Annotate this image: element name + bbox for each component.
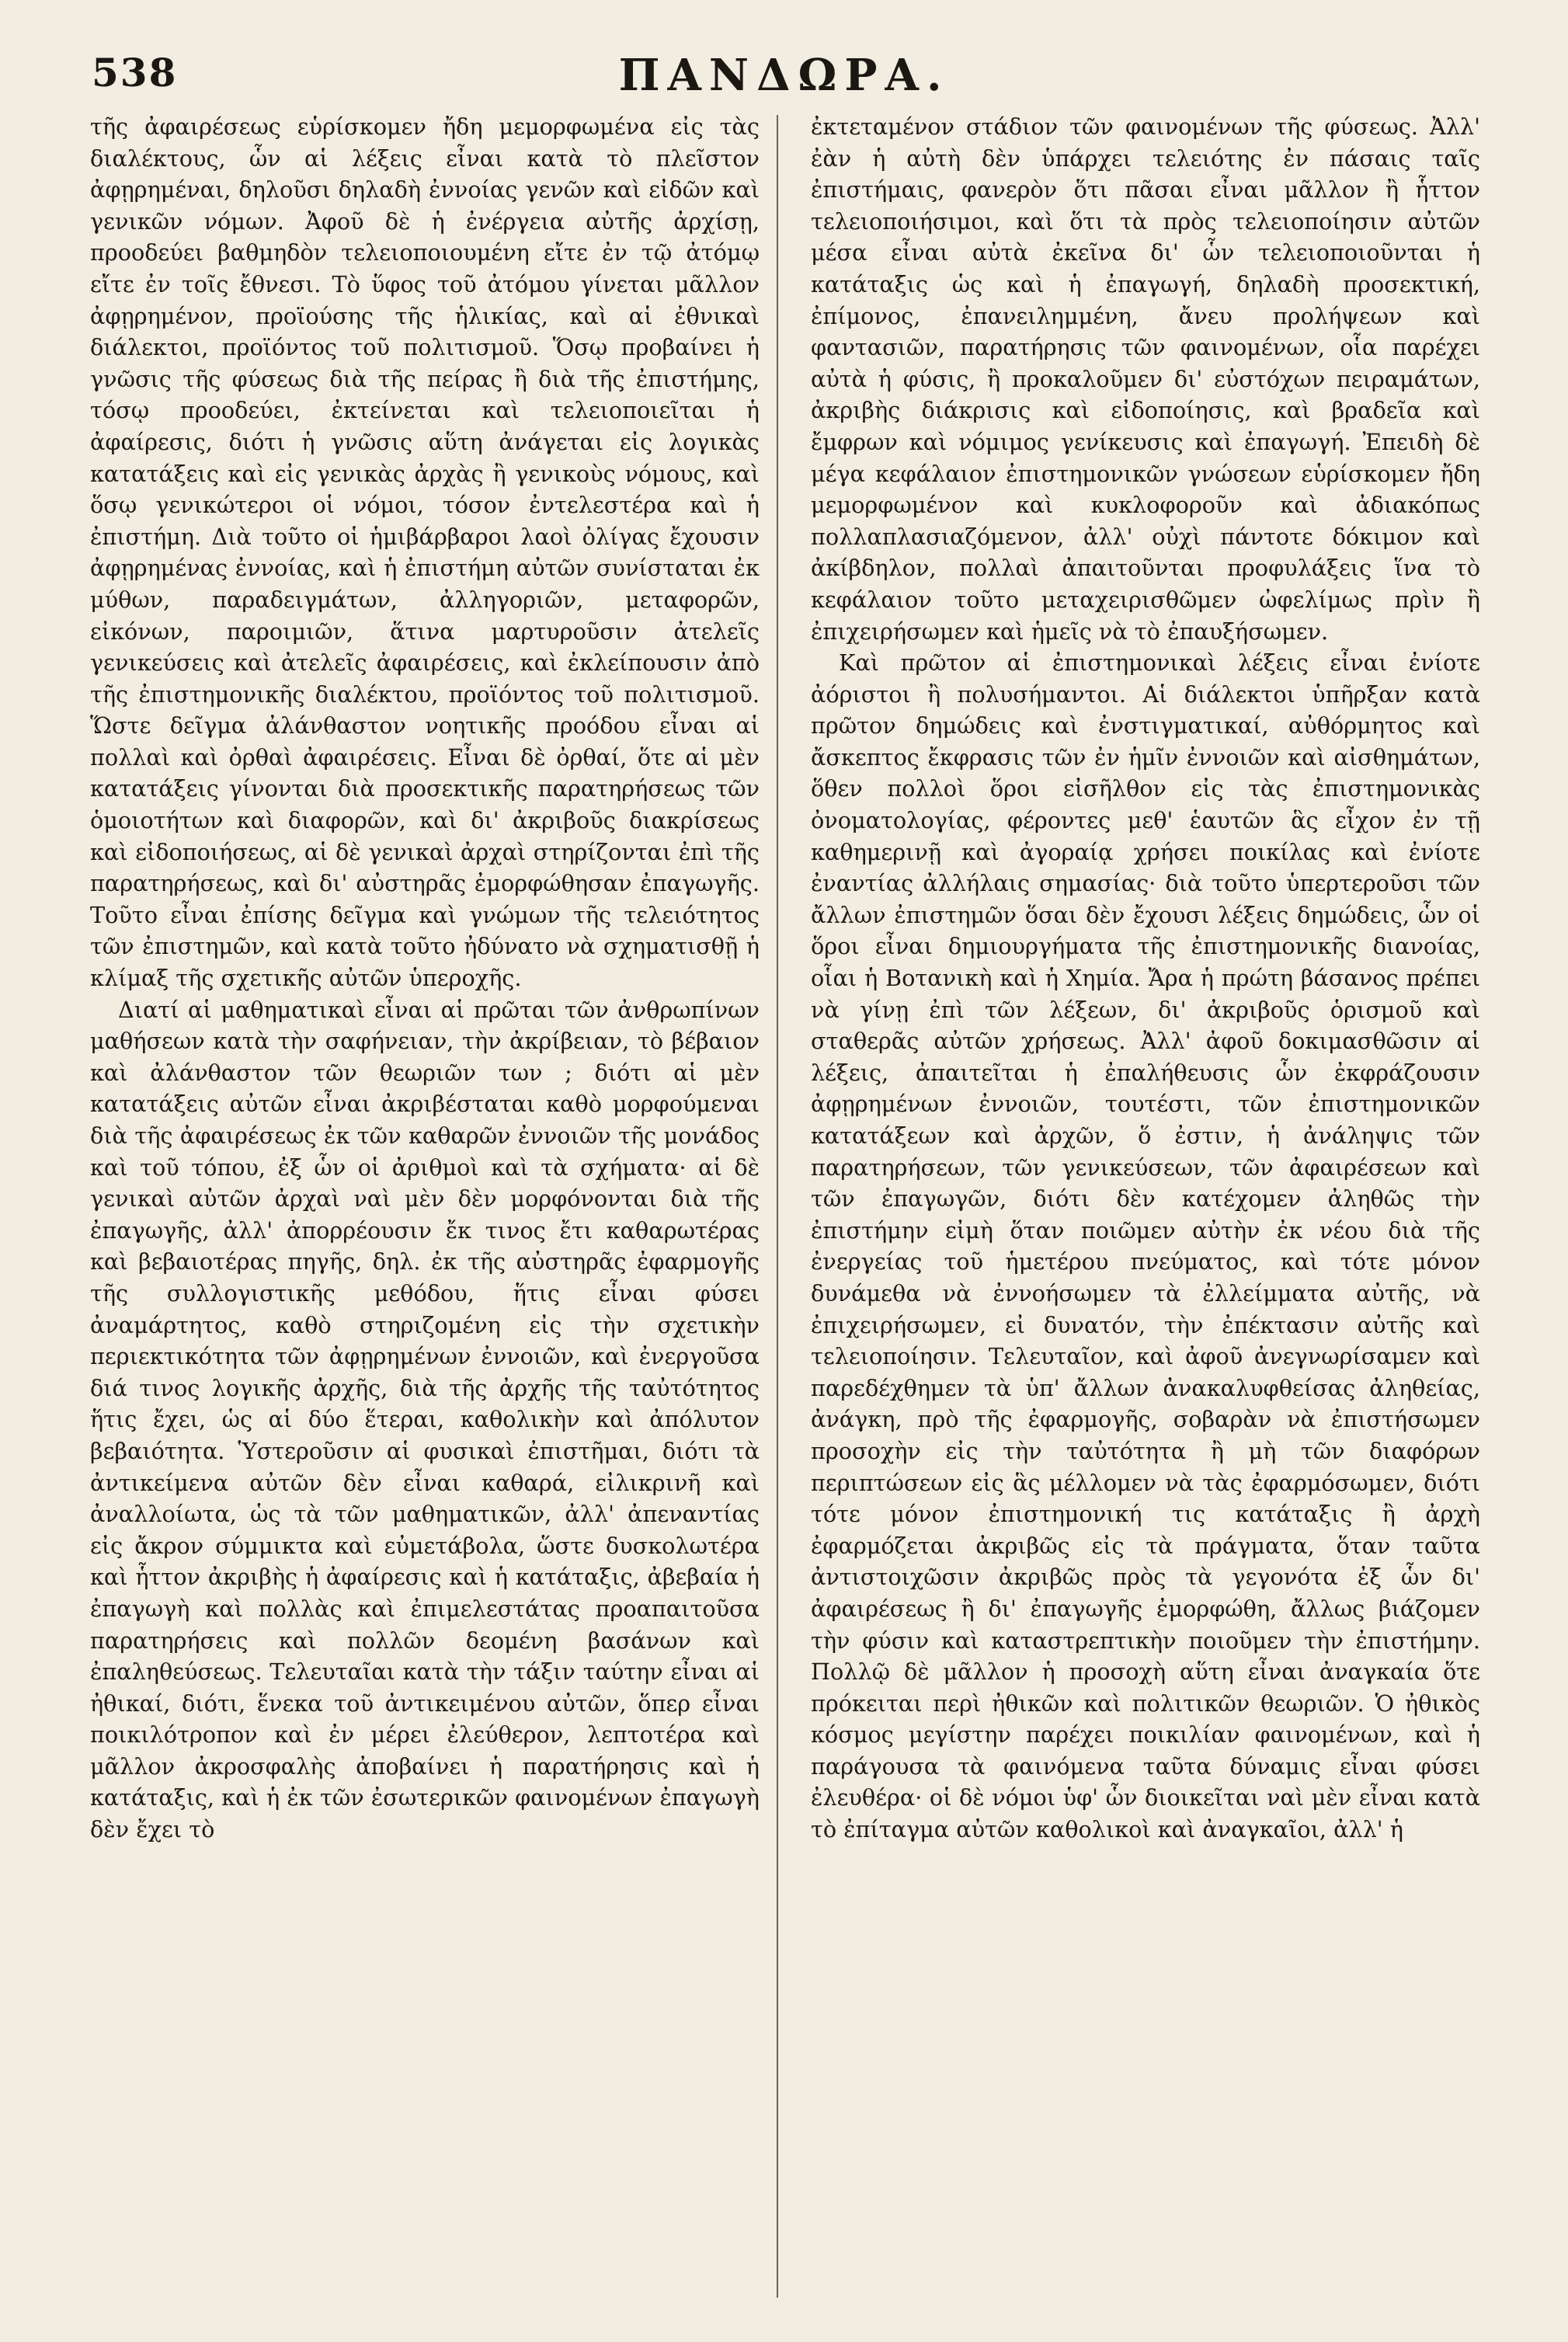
paragraph: τῆς ἀφαιρέσεως εὑρίσκομεν ἤδη μεμορφωμένα εἰς τὰς διαλέκτους, ὧν αἱ λέξεις εἶναι κατὰ τὸ πλεῖστον ἀφῃρημέναι, δηλοῦσι δηλαδὴ ἐννοίας γενῶν καὶ εἰδῶν καὶ γενικῶν νόμων. Ἀφοῦ δὲ ἡ ἐνέργεια αὐτῆς ἀρχίσῃ, προοδεύει βαθμηδὸν τελειοποιουμένη εἴτε ἐν τῷ ἀτόμῳ εἴτε ἐν τοῖς ἔθνεσι. Τὸ ὕφος τοῦ ἀτόμου γίνεται μᾶλλον ἀφῃρημένον, προϊούσης τῆς ἡλικίας, καὶ αἱ ἐθνικαὶ διάλεκτοι, προϊόντος τοῦ πολιτισμοῦ. Ὅσῳ προβαίνει ἡ γνῶσις τῆς φύσεως διὰ τῆς πείρας ἢ διὰ τῆς ἐπιστήμης, τόσῳ προοδεύει, ἐκτείνεται καὶ τελειοποιεῖται ἡ ἀφαίρεσις, διότι ἡ γνῶσις αὕτη ἀνάγεται εἰς λογικὰς κατατάξεις καὶ εἰς γενικὰς ἀρχὰς ἢ γενικοὺς νόμους, καὶ ὅσῳ γενικώτεροι οἱ νόμοι, τόσον ἐντελεστέρα καὶ ἡ ἐπιστήμη. Διὰ τοῦτο οἱ ἡμιβάρβαροι λαοὶ ὀλίγας ἔχουσιν ἀφῃρημένας ἐννοίας, καὶ ἡ ἐπιστήμη αὐτῶν συνίσταται ἐκ μύθων, παραδειγμάτων, ἀλληγοριῶν, μεταφορῶν, εἰκόνων, παροιμιῶν, ἅτινα μαρτυροῦσιν ἀτελεῖς γενικεύσεις καὶ ἀτελεῖς ἀφαιρέσεις, καὶ ἐκλείπουσιν ἀπὸ τῆς ἐπιστημονικῆς διαλέκτου, προϊόντος τοῦ πολιτισμοῦ. Ὥστε δεῖγμα ἀλάνθαστον νοητικῆς προόδου εἶναι αἱ πολλαὶ καὶ ὀρθαὶ ἀφαιρέσεις. Εἶναι δὲ ὀρθαί, ὅτε αἱ μὲν κατατάξεις γίνονται διὰ προσεκτικῆς παρατηρήσεως τῶν ὁμοιοτήτων καὶ διαφορῶν, καὶ δι' ἀκριβοῦς διακρίσεως καὶ εἰδοποιήσεως, αἱ δὲ γενικαὶ ἀρχαὶ στηρίζονται ἐπὶ τῆς παρατηρήσεως, καὶ δι' αὐστηρᾶς ἐμορφώθησαν ἐπαγωγῆς. Τοῦτο εἶναι ἐπίσης δεῖγμα καὶ γνώμων τῆς τελειότητος τῶν ἐπιστημῶν, καὶ κατὰ τοῦτο ἠδύνατο νὰ σχηματισθῇ ἡ κλίμαξ τῆς σχετικῆς αὐτῶν ὑπεροχῆς. [90, 113, 760, 992]
paragraph: Διατί αἱ μαθηματικαὶ εἶναι αἱ πρῶται τῶν ἀνθρωπίνων μαθήσεων κατὰ τὴν σαφήνειαν, τὴν ἀκρίβειαν, τὸ βέβαιον καὶ ἀλάνθαστον τῶν θεωριῶν των ; διότι αἱ μὲν κατατάξεις αὐτῶν εἶναι ἀκριβέσταται καθὸ μορφούμεναι διὰ τῆς ἀφαιρέσεως ἐκ τῶν καθαρῶν ἐννοιῶν τῆς μονάδος καὶ τοῦ τόπου, ἐξ ὧν οἱ ἀριθμοὶ καὶ τὰ σχήματα· αἱ δὲ γενικαὶ αὐτῶν ἀρχαὶ ναὶ μὲν δὲν μορφόνονται διὰ τῆς ἐπαγωγῆς, ἀλλ' ἀπορρέουσιν ἔκ τινος ἔτι καθαρωτέρας καὶ βεβαιοτέρας πηγῆς, δηλ. ἐκ τῆς αὐστηρᾶς ἐφαρμογῆς τῆς συλλογιστικῆς μεθόδου, ἥτις εἶναι φύσει ἀναμάρτητος, καθὸ στηριζομένη εἰς τὴν σχετικὴν περιεκτικότητα τῶν ἀφῃρημένων ἐννοιῶν, καὶ ἐνεργοῦσα διά τινος λογικῆς ἀρχῆς, διὰ τῆς ἀρχῆς τῆς ταὐτότητος ἥτις ἔχει, ὡς αἱ δύο ἕτεραι, καθολικὴν καὶ ἀπόλυτον βεβαιότητα. Ὑστεροῦσιν αἱ φυσικαὶ ἐπιστῆμαι, διότι τὰ ἀντικείμενα αὐτῶν δὲν εἶναι καθαρά, εἰλικρινῆ καὶ ἀναλλοίωτα, ὡς τὰ τῶν μαθηματικῶν, ἀλλ' ἀπεναντίας εἰς ἄκρον σύμμικτα καὶ εὐμετάβολα, ὥστε δυσκολωτέρα καὶ ἧττον ἀκριβὴς ἡ ἀφαίρεσις καὶ ἡ κατάταξις, ἀβεβαία ἡ ἐπαγωγὴ καὶ πολλὰς καὶ ἐπιμελεστάτας προαπαιτοῦσα παρατηρήσεις καὶ πολλῶν δεομένη βασάνων καὶ ἐπαληθεύσεως. Τελευταῖαι κατὰ τὴν τάξιν ταύτην εἶναι αἱ ἠθικαί, διότι, ἕνεκα τοῦ ἀντικειμένου αὐτῶν, ὅπερ εἶναι ποικιλότροπον καὶ ἐν μέρει ἐλεύθερον, λεπτοτέρα καὶ μᾶλλον ἀκροσφαλὴς ἀποβαίνει ἡ παρατήρησις καὶ ἡ κατάταξις, καὶ ἡ ἐκ τῶν ἐσωτερικῶν φαινομένων ἐπαγωγὴ δὲν ἔχει τὸ [90, 996, 760, 1843]
text-columns [90, 111, 1480, 2302]
left-column [90, 111, 760, 2302]
right-column [811, 111, 1480, 2302]
paragraph: ἐκτεταμένον στάδιον τῶν φαινομένων τῆς φύσεως. Ἀλλ' ἐὰν ἡ αὐτὴ δὲν ὑπάρχει τελειότης ἐν πάσαις ταῖς ἐπιστήμαις, φανερὸν ὅτι πᾶσαι εἶναι μᾶλλον ἢ ἧττον τελειοποιήσιμοι, καὶ ὅτι τὰ πρὸς τελειοποίησιν αὐτῶν μέσα εἶναι αὐτὰ ἐκεῖνα δι' ὧν τελειοποιοῦνται ἡ κατάταξις ὡς καὶ ἡ ἐπαγωγή, δηλαδὴ προσεκτική, ἐπίμονος, ἐπανειλημμένη, ἄνευ προλήψεων καὶ φαντασιῶν, παρατήρησις τῶν φαινομένων, οἷα παρέχει αὐτὰ ἡ φύσις, ἢ προκαλοῦμεν δι' εὐστόχων πειραμάτων, ἀκριβὴς διάκρισις καὶ εἰδοποίησις, καὶ βραδεῖα καὶ ἔμφρων καὶ νόμιμος γενίκευσις καὶ ἐπαγωγή. Ἐπειδὴ δὲ μέγα κεφάλαιον ἐπιστημονικῶν γνώσεων εὑρίσκομεν ἤδη μεμορφωμένον καὶ κυκλοφοροῦν καὶ ἀδιακόπως πολλαπλασιαζόμενον, ἀλλ' οὐχὶ πάντοτε δόκιμον καὶ ἀκίβδηλον, πολλαὶ ἀπαιτοῦνται προφυλάξεις ἵνα τὸ κεφάλαιον τοῦτο μεταχειρισθῶμεν ὠφελίμως πρὶν ἢ ἐπιχειρήσωμεν καὶ ἡμεῖς νὰ τὸ ἐπαυξήσωμεν. [811, 113, 1480, 645]
paragraph: Καὶ πρῶτον αἱ ἐπιστημονικαὶ λέξεις εἶναι ἐνίοτε ἀόριστοι ἢ πολυσήμαντοι. Αἱ διάλεκτοι ὑπῆρξαν κατὰ πρῶτον δημώδεις καὶ ἐνστιγματικαί, αὐθόρμητος καὶ ἄσκεπτος ἔκφρασις τῶν ἐν ἡμῖν ἐννοιῶν καὶ αἰσθημάτων, ὅθεν πολλοὶ ὅροι εἰσῆλθον εἰς τὰς ἐπιστημονικὰς ὀνοματολογίας, φέροντες μεθ' ἑαυτῶν ἃς εἶχον ἐν τῇ καθημερινῇ καὶ ἀγοραίᾳ χρήσει ποικίλας καὶ ἐνίοτε ἐναντίας ἀλλήλαις σημασίας· διὰ τοῦτο ὑπερτεροῦσι τῶν ἄλλων ἐπιστημῶν ὅσαι δὲν ἔχουσι λέξεις δημώδεις, ὧν οἱ ὅροι εἶναι δημιουργήματα τῆς ἐπιστημονικῆς διανοίας, οἷαι ἡ Βοτανικὴ καὶ ἡ Χημία. Ἄρα ἡ πρώτη βάσανος πρέπει νὰ γίνῃ ἐπὶ τῶν λέξεων, δι' ἀκριβοῦς ὁρισμοῦ καὶ σταθερᾶς αὐτῶν χρήσεως. Ἀλλ' ἀφοῦ δοκιμασθῶσιν αἱ λέξεις, ἀπαιτεῖται ἡ ἐπαλήθευσις ὧν ἐκφράζουσιν ἀφῃρημένων ἐννοιῶν, τουτέστι, τῶν ἐπιστημονικῶν κατατάξεων καὶ ἀρχῶν, ὅ ἐστιν, ἡ ἀνάληψις τῶν παρατηρήσεων, τῶν γενικεύσεων, τῶν ἀφαιρέσεων καὶ τῶν ἐπαγωγῶν, διότι δὲν κατέχομεν ἀληθῶς τὴν ἐπιστήμην εἰμὴ ὅταν ποιῶμεν αὐτὴν ἐκ νέου διὰ τῆς ἐνεργείας τοῦ ἡμετέρου πνεύματος, καὶ τότε μόνον δυνάμεθα νὰ ἐννοήσωμεν τὰ ἐλλείμματα αὐτῆς, νὰ ἐπιχειρήσωμεν, εἰ δυνατόν, τὴν ἐπέκτασιν αὐτῆς καὶ τελειοποίησιν. Τελευταῖον, καὶ ἀφοῦ ἀνεγνωρίσαμεν καὶ παρεδέχθημεν τὰ ὑπ' ἄλλων ἀνακαλυφθείσας ἀληθείας, ἀνάγκη, πρὸ τῆς ἐφαρμογῆς, σοβαρὰν νὰ ἐπιστήσωμεν προσοχὴν εἰς τὴν ταὐτότητα ἢ μὴ τῶν διαφόρων περιπτώσεων εἰς ἃς μέλλομεν νὰ τὰς ἐφαρμόσωμεν, διότι τότε μόνον ἐπιστημονική τις κατάταξις ἢ ἀρχὴ ἐφαρμόζεται ἀκριβῶς εἰς τὰ πράγματα, ὅταν ταῦτα ἀντιστοιχῶσιν ἀκριβῶς πρὸς τὰ γεγονότα ἐξ ὧν δι' ἀφαιρέσεως ἢ δι' ἐπαγωγῆς ἐμορφώθη, ἄλλως βιάζομεν τὴν φύσιν καὶ καταστρεπτικὴν ποιοῦμεν τὴν ἐπιστήμην. Πολλῷ δὲ μᾶλλον ἡ προσοχὴ αὕτη εἶναι ἀναγκαία ὅτε πρόκειται περὶ ἠθικῶν καὶ πολιτικῶν θεωριῶν. Ὁ ἠθικὸς κόσμος μεγίστην παρέχει ποικιλίαν φαινομένων, καὶ ἡ παράγουσα τὰ φαινόμενα ταῦτα δύναμις εἶναι φύσει ἐλευθέρα· οἱ δὲ νόμοι ὑφ' ὧν διοικεῖται ναὶ μὲν εἶναι κατὰ τὸ ἐπίταγμα αὐτῶν καθολικοὶ καὶ ἀναγκαῖοι, ἀλλ' ἡ [811, 649, 1480, 1843]
running-title: ΠΑΝΔΩΡΑ. [618, 50, 950, 101]
page-number: 538 [92, 50, 178, 96]
